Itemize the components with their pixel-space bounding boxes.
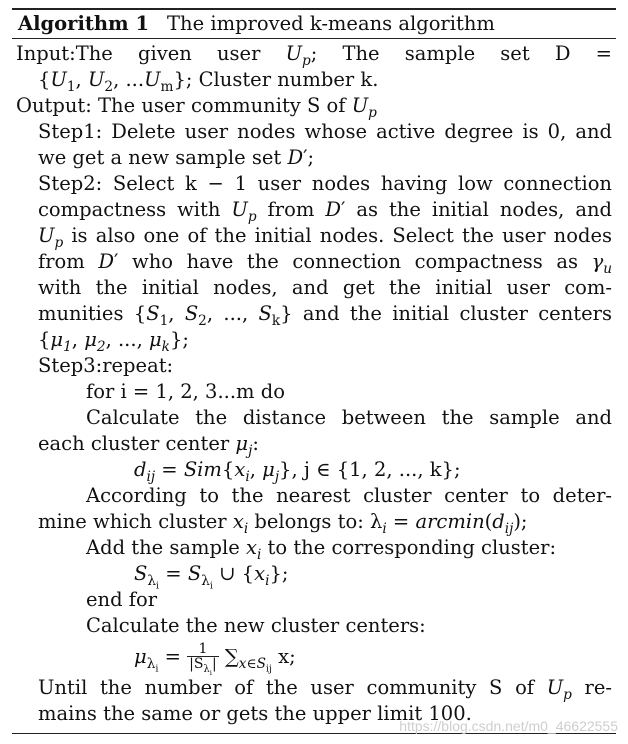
line-13: Step3:repeat: (38, 354, 174, 377)
line-8: $U_p$ is also one of the initial nodes. Select the user nodes (38, 224, 612, 251)
line-16: each cluster center $\mu_j$: (38, 432, 259, 459)
line-6: Step2: Select k − 1 user nodes having low connection (38, 172, 612, 195)
line-2: {$U_1$, $U_2$, $...U_m$}; Cluster number k. (38, 68, 379, 95)
line-3: Output: The user community S of $U_p$ (16, 94, 377, 121)
line-18: According to the nearest cluster center to deter- (86, 484, 612, 507)
line-23: Calculate the new cluster centers: (86, 614, 426, 637)
line-10: with the initial nodes, and get the initial user com- (38, 276, 612, 299)
line-22: end for (86, 588, 158, 611)
line-14: for i = 1, 2, 3...m do (86, 380, 285, 403)
line-11: munities {$S_1$, $S_2$, ..., $S_k$} and the initial cluster centers (38, 302, 612, 329)
line-19: mine which cluster $x_i$ belongs to: $\lambda_i = arcmin(d_{ij})$; (38, 510, 528, 537)
line-17: $d_{ij} = Sim\{x_i$, $\mu_j$}, j ∈ {1, 2, ..., k}; (134, 458, 461, 485)
line-26: mains the same or gets the upper limit 100. (38, 702, 472, 725)
line-5: we get a new sample set D′; (38, 146, 315, 169)
line-20: Add the sample $x_i$ to the corresponding cluster: (86, 536, 557, 563)
algorithm-box (12, 8, 616, 734)
line-25: Until the number of the user community S of $U_p$ re- (38, 676, 612, 703)
algorithm-title: The improved k-means algorithm (167, 12, 495, 35)
algorithm-label: Algorithm 1 (18, 12, 150, 35)
line-1: Input:The given user $U_p$; The sample set D = (16, 42, 612, 69)
line-21: $S_{\lambda_i} = S_{\lambda_i}$ ∪ $\{x_i\}$; (134, 562, 289, 592)
line-7: compactness with $U_p$ from D′ as the initial nodes, and (38, 198, 612, 225)
line-15: Calculate the distance between the sample and (86, 406, 612, 429)
watermark: https://blog.csdn.net/m0_46622555 (399, 718, 618, 734)
line-24: $\mu_{\lambda_i}$ = $\frac{1}{|S_{\lambda_i}|}$ $\sum_{x\in S_{ij}}$ x; (134, 640, 296, 678)
line-9: from D′ who have the connection compactness as $\gamma_u$ (38, 250, 613, 277)
line-12: {$\mu_1$, $\mu_2$, ..., $\mu_k$}; (38, 328, 189, 355)
algorithm-header (12, 10, 616, 38)
line-4: Step1: Delete user nodes whose active degree is 0, and (38, 120, 612, 143)
algorithm-body (12, 39, 616, 727)
